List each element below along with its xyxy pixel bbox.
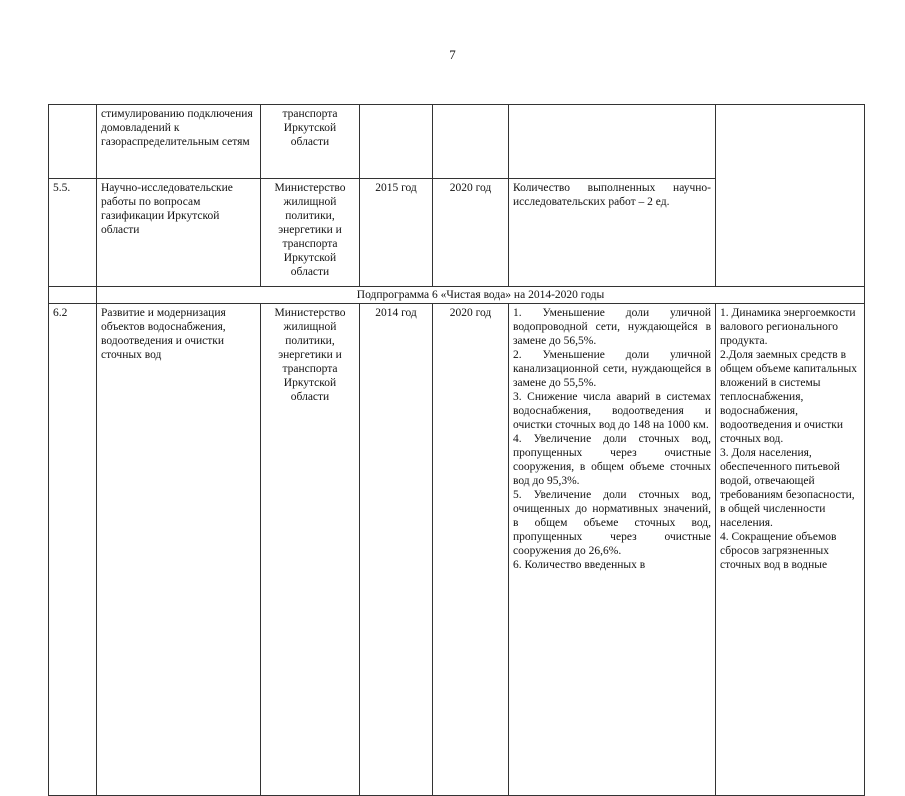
cell-num: 5.5. <box>49 179 97 287</box>
cell-event: стимулированию подключения домовладений к газораспределительным сетям <box>97 105 261 179</box>
subprogram-row <box>49 287 865 304</box>
result-item: 4. Увеличение доли сточных вод, пропущенных через очистные сооружения, в общем объеме сточных вод до 95,3%. <box>513 433 711 487</box>
result-item: 6. Количество введенных в <box>513 559 646 571</box>
indicator-item: 4. Сокращение объемов сбросов загрязненных сточных вод в водные <box>720 531 837 571</box>
cell-event: Научно-исследовательские работы по вопросам газификации Иркутской области <box>97 179 261 287</box>
indicator-item: 2.Доля заемных средств в общем объеме капитальных вложений в системы теплоснабжения, водоснабжения, водоотведения и очистки сточных вод. <box>720 349 857 445</box>
cell-executor: Министерство жилищной политики, энергетики и транспорта Иркутской области <box>261 179 360 287</box>
cell-executor: Министерство жилищной политики, энергетики и транспорта Иркутской области <box>261 304 360 796</box>
table-row-6-2 <box>49 304 865 796</box>
table-row-continuation <box>49 105 865 179</box>
result-item: 3. Снижение числа аварий в системах водоснабжения, водоотведения и очистки сточных вод до 148 на 1000 км. <box>513 391 711 431</box>
cell-num: 6.2 <box>49 304 97 796</box>
cell-result: Количество выполненных научно-исследовательских работ – 2 ед. <box>509 179 716 287</box>
cell-end: 2020 год <box>433 304 509 796</box>
indicator-item: 1. Динамика энергоемкости валового регионального продукта. <box>720 307 856 347</box>
cell-event: Развитие и модернизация объектов водоснабжения, водоотведения и очистки сточных вод <box>97 304 261 796</box>
cell-executor: транспорта Иркутской области <box>261 105 360 179</box>
result-item: 1. Уменьшение доли уличной водопроводной сети, нуждающейся в замене до 56,5%. <box>513 307 711 347</box>
cell-result <box>509 105 716 179</box>
cell-num <box>49 105 97 179</box>
cell-start: 2014 год <box>360 304 433 796</box>
subprogram-title: Подпрограмма 6 «Чистая вода» на 2014-2020 годы <box>97 287 865 304</box>
indicator-item: 3. Доля населения, обеспеченного питьевой водой, отвечающей требованиям безопасности, в общей численности населения. <box>720 447 855 529</box>
cell-indicator <box>716 105 865 287</box>
cell-indicators <box>716 304 865 796</box>
result-item: 2. Уменьшение доли уличной канализационной сети, нуждающейся в замене до 55,5%. <box>513 349 711 389</box>
cell-results <box>509 304 716 796</box>
cell-end: 2020 год <box>433 179 509 287</box>
cell-start <box>360 105 433 179</box>
cell-num-empty <box>49 287 97 304</box>
program-table <box>48 104 865 796</box>
cell-end <box>433 105 509 179</box>
cell-start: 2015 год <box>360 179 433 287</box>
page-number: 7 <box>449 47 456 62</box>
result-item: 5. Увеличение доли сточных вод, очищенных до нормативных значений, в общем объеме сточных вод, пропущенных через очистные сооружения до 26,6%. <box>513 489 711 557</box>
